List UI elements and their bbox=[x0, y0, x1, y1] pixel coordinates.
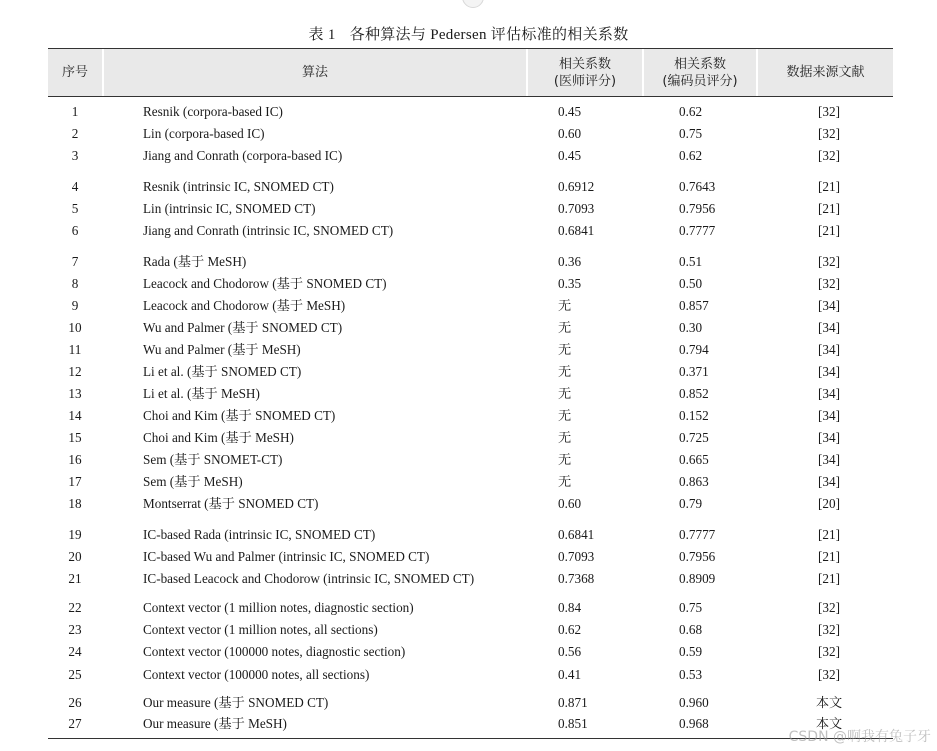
cell-a: 0.851 bbox=[558, 716, 588, 731]
cell-ref: 本文 bbox=[815, 695, 843, 710]
cell-alg: Wu and Palmer (基于 SNOMED CT) bbox=[143, 320, 343, 335]
header-corr-doctor bbox=[528, 49, 642, 96]
cell-ref: [34] bbox=[818, 386, 840, 401]
cell-ref: [32] bbox=[818, 148, 840, 163]
cell-alg: Jiang and Conrath (corpora-based IC) bbox=[143, 148, 343, 163]
cell-ref: [34] bbox=[818, 342, 840, 357]
cell-ref: [21] bbox=[818, 571, 840, 586]
cell-a: 无 bbox=[558, 408, 572, 423]
cell-alg: Resnik (corpora-based IC) bbox=[143, 104, 283, 119]
cell-ref: [34] bbox=[818, 320, 840, 335]
cell-a: 0.871 bbox=[558, 695, 588, 710]
cell-alg: Context vector (1 million notes, diagnostic section) bbox=[143, 600, 414, 615]
cell-b: 0.857 bbox=[679, 298, 709, 313]
cell-a: 0.60 bbox=[558, 126, 582, 141]
cell-a: 无 bbox=[558, 430, 572, 445]
cell-b: 0.852 bbox=[679, 386, 709, 401]
cell-alg: Our measure (基于 SNOMED CT) bbox=[143, 695, 329, 710]
cell-idx: 16 bbox=[68, 452, 82, 467]
cell-ref: [32] bbox=[818, 276, 840, 291]
cell-a: 0.36 bbox=[558, 254, 582, 269]
cell-alg: Wu and Palmer (基于 MeSH) bbox=[143, 342, 301, 357]
cell-b: 0.152 bbox=[679, 408, 709, 423]
cell-alg: Sem (基于 MeSH) bbox=[143, 474, 243, 489]
cell-alg: Choi and Kim (基于 SNOMED CT) bbox=[143, 408, 336, 423]
cell-b: 0.7777 bbox=[679, 223, 716, 238]
cell-b: 0.960 bbox=[679, 695, 709, 710]
top-scroll-mark bbox=[462, 0, 484, 8]
cell-a: 无 bbox=[558, 452, 572, 467]
header-corr-coder-line1: 相关系数 bbox=[673, 56, 726, 72]
cell-ref: [34] bbox=[818, 474, 840, 489]
header-source: 数据来源文献 bbox=[786, 65, 865, 80]
cell-idx: 20 bbox=[68, 549, 82, 564]
cell-idx: 14 bbox=[68, 408, 82, 423]
cell-idx: 4 bbox=[71, 179, 79, 194]
cell-ref: [21] bbox=[818, 201, 840, 216]
cell-a: 0.7368 bbox=[558, 571, 595, 586]
cell-a: 0.6912 bbox=[558, 179, 595, 194]
cell-b: 0.7643 bbox=[679, 179, 716, 194]
cell-idx: 13 bbox=[68, 386, 82, 401]
header-corr-doctor-line2: (医师评分) bbox=[553, 73, 617, 89]
cell-alg: Context vector (100000 notes, all sections) bbox=[143, 667, 370, 682]
cell-b: 0.968 bbox=[679, 716, 709, 731]
cell-ref: [21] bbox=[818, 527, 840, 542]
cell-b: 0.7956 bbox=[679, 201, 716, 216]
cell-a: 0.62 bbox=[558, 622, 582, 637]
cell-alg: Montserrat (基于 SNOMED CT) bbox=[143, 496, 319, 511]
cell-ref: [32] bbox=[818, 600, 840, 615]
cell-idx: 1 bbox=[71, 104, 79, 119]
cell-ref: [20] bbox=[818, 496, 840, 511]
cell-ref: [34] bbox=[818, 408, 840, 423]
cell-idx: 27 bbox=[68, 716, 82, 731]
cell-a: 无 bbox=[558, 298, 572, 313]
cell-alg: Choi and Kim (基于 MeSH) bbox=[143, 430, 294, 445]
cell-alg: Context vector (100000 notes, diagnostic section) bbox=[143, 644, 406, 659]
cell-b: 0.665 bbox=[679, 452, 709, 467]
cell-alg: Lin (corpora-based IC) bbox=[143, 126, 265, 141]
cell-idx: 23 bbox=[68, 622, 82, 637]
cell-idx: 17 bbox=[68, 474, 82, 489]
cell-ref: [21] bbox=[818, 179, 840, 194]
cell-b: 0.863 bbox=[679, 474, 709, 489]
cell-idx: 18 bbox=[68, 496, 82, 511]
cell-ref: [32] bbox=[818, 126, 840, 141]
cell-alg: Leacock and Chodorow (基于 MeSH) bbox=[143, 298, 346, 313]
cell-ref: [34] bbox=[818, 452, 840, 467]
cell-ref: 本文 bbox=[815, 716, 843, 731]
cell-alg: Lin (intrinsic IC, SNOMED CT) bbox=[143, 201, 316, 216]
cell-a: 0.6841 bbox=[558, 223, 595, 238]
cell-alg: IC-based Wu and Palmer (intrinsic IC, SNOMED CT) bbox=[143, 549, 430, 564]
header-corr-coder bbox=[644, 49, 756, 96]
cell-a: 0.35 bbox=[558, 276, 582, 291]
cell-b: 0.62 bbox=[679, 148, 703, 163]
cell-ref: [34] bbox=[818, 298, 840, 313]
cell-a: 0.41 bbox=[558, 667, 582, 682]
cell-idx: 22 bbox=[68, 600, 82, 615]
cell-ref: [32] bbox=[818, 622, 840, 637]
table-header-rule bbox=[48, 96, 893, 97]
cell-idx: 21 bbox=[68, 571, 82, 586]
cell-b: 0.50 bbox=[679, 276, 703, 291]
cell-b: 0.75 bbox=[679, 600, 703, 615]
cell-ref: [34] bbox=[818, 430, 840, 445]
cell-a: 0.45 bbox=[558, 104, 582, 119]
header-idx: 序号 bbox=[61, 65, 88, 80]
cell-alg: Li et al. (基于 SNOMED CT) bbox=[143, 364, 302, 379]
cell-alg: Jiang and Conrath (intrinsic IC, SNOMED CT) bbox=[143, 223, 394, 238]
cell-idx: 24 bbox=[68, 644, 82, 659]
cell-ref: [34] bbox=[818, 364, 840, 379]
cell-idx: 15 bbox=[68, 430, 82, 445]
cell-ref: [32] bbox=[818, 667, 840, 682]
cell-idx: 7 bbox=[71, 254, 79, 269]
cell-b: 0.59 bbox=[679, 644, 703, 659]
cell-a: 无 bbox=[558, 364, 572, 379]
cell-alg: IC-based Leacock and Chodorow (intrinsic IC, SNOMED CT) bbox=[143, 571, 475, 586]
cell-b: 0.794 bbox=[679, 342, 709, 357]
cell-a: 0.7093 bbox=[558, 549, 595, 564]
cell-b: 0.725 bbox=[679, 430, 709, 445]
cell-b: 0.53 bbox=[679, 667, 703, 682]
cell-alg: Sem (基于 SNOMET-CT) bbox=[143, 452, 283, 467]
cell-a: 无 bbox=[558, 320, 572, 335]
table-bottom-rule bbox=[48, 738, 893, 739]
cell-ref: [32] bbox=[818, 104, 840, 119]
cell-alg: Rada (基于 MeSH) bbox=[143, 254, 247, 269]
cell-a: 无 bbox=[558, 474, 572, 489]
cell-idx: 19 bbox=[68, 527, 82, 542]
cell-alg: Li et al. (基于 MeSH) bbox=[143, 386, 260, 401]
caption-number: 表 1 bbox=[308, 27, 336, 43]
header-algorithm: 算法 bbox=[301, 65, 328, 80]
cell-idx: 9 bbox=[71, 298, 79, 313]
cell-a: 0.84 bbox=[558, 600, 582, 615]
cell-idx: 12 bbox=[68, 364, 82, 379]
cell-idx: 11 bbox=[68, 342, 82, 357]
cell-a: 无 bbox=[558, 342, 572, 357]
cell-idx: 5 bbox=[71, 201, 79, 216]
cell-b: 0.51 bbox=[679, 254, 703, 269]
cell-alg: IC-based Rada (intrinsic IC, SNOMED CT) bbox=[143, 527, 376, 542]
cell-idx: 2 bbox=[71, 126, 79, 141]
cell-a: 0.45 bbox=[558, 148, 582, 163]
cell-ref: [21] bbox=[818, 549, 840, 564]
cell-b: 0.68 bbox=[679, 622, 703, 637]
cell-b: 0.7956 bbox=[679, 549, 716, 564]
cell-a: 0.6841 bbox=[558, 527, 595, 542]
cell-a: 无 bbox=[558, 386, 572, 401]
cell-idx: 6 bbox=[71, 223, 79, 238]
cell-a: 0.56 bbox=[558, 644, 582, 659]
caption-title: 各种算法与 Pedersen 评估标准的相关系数 bbox=[349, 27, 629, 43]
cell-idx: 8 bbox=[71, 276, 79, 291]
cell-idx: 25 bbox=[68, 667, 82, 682]
cell-b: 0.62 bbox=[679, 104, 703, 119]
cell-alg: Resnik (intrinsic IC, SNOMED CT) bbox=[143, 179, 334, 194]
cell-idx: 10 bbox=[68, 320, 82, 335]
table-caption bbox=[0, 23, 937, 44]
cell-a: 0.7093 bbox=[558, 201, 595, 216]
cell-b: 0.79 bbox=[679, 496, 703, 511]
cell-idx: 26 bbox=[68, 695, 82, 710]
cell-b: 0.75 bbox=[679, 126, 703, 141]
header-corr-coder-line2: (编码员评分) bbox=[662, 73, 738, 89]
header-corr-doctor-line1: 相关系数 bbox=[558, 56, 611, 72]
cell-b: 0.7777 bbox=[679, 527, 716, 542]
cell-alg: Leacock and Chodorow (基于 SNOMED CT) bbox=[143, 276, 387, 291]
cell-a: 0.60 bbox=[558, 496, 582, 511]
cell-b: 0.8909 bbox=[679, 571, 716, 586]
cell-alg: Our measure (基于 MeSH) bbox=[143, 716, 287, 731]
watermark: CSDN @啊我有兔子牙 bbox=[788, 729, 931, 745]
cell-idx: 3 bbox=[71, 148, 79, 163]
cell-ref: [32] bbox=[818, 644, 840, 659]
cell-b: 0.371 bbox=[679, 364, 709, 379]
cell-b: 0.30 bbox=[679, 320, 703, 335]
cell-alg: Context vector (1 million notes, all sections) bbox=[143, 622, 378, 637]
cell-ref: [32] bbox=[818, 254, 840, 269]
cell-ref: [21] bbox=[818, 223, 840, 238]
